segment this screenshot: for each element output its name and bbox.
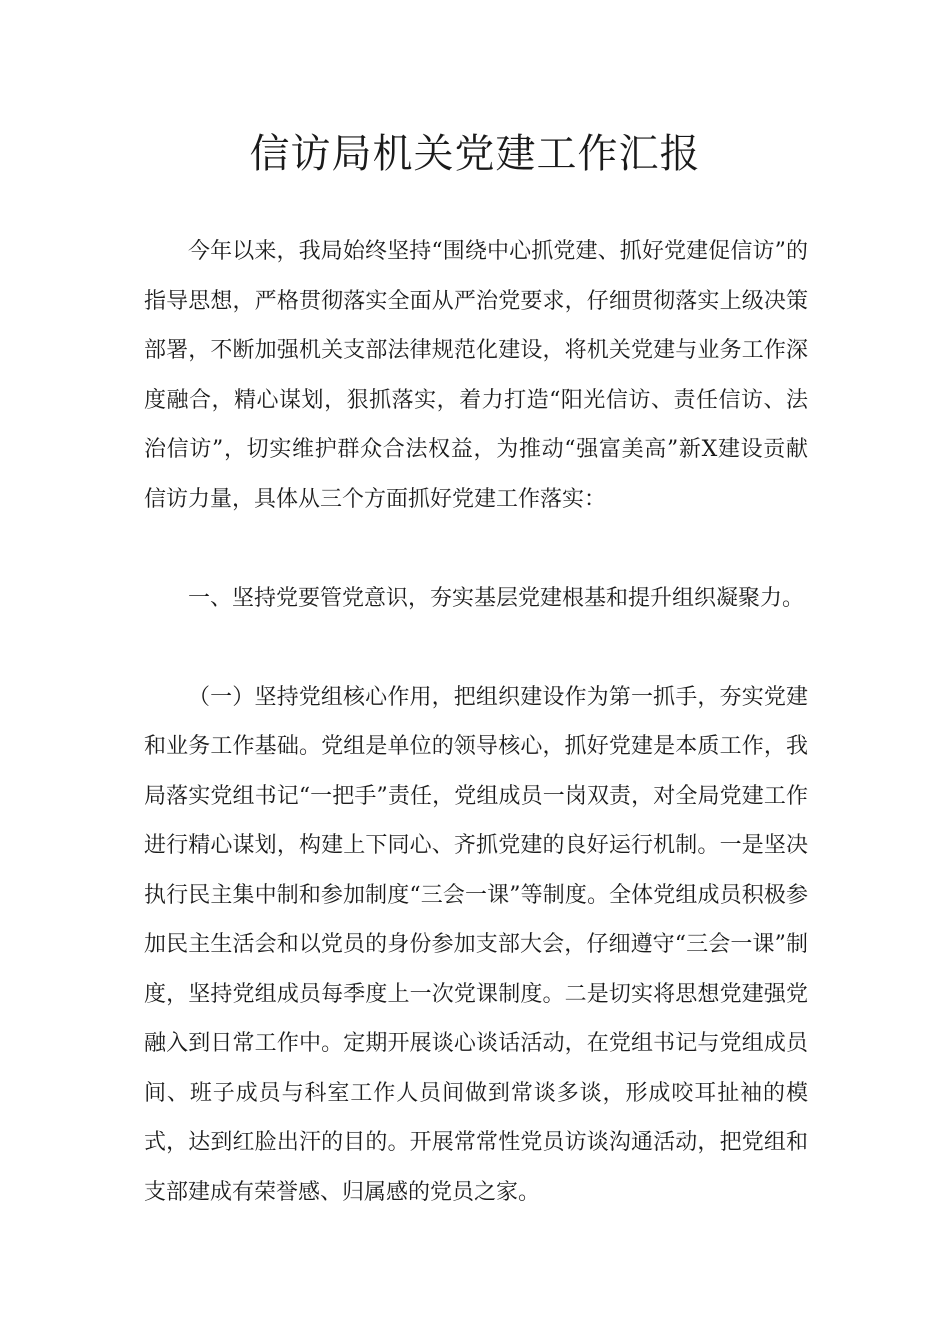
section-heading: 一、坚持党要管党意识，夯实基层党建根基和提升组织凝聚力。 bbox=[188, 585, 805, 611]
document-body bbox=[144, 227, 808, 1217]
intro-paragraph: 今年以来，我局始终坚持“围绕中心抓党建、抓好党建促信访”的指导思想，严格贯彻落实全面从严治党要求，仔细贯彻落实上级决策部署，不断加强机关支部法律规范化建设，将机关党建与业务工作深度融合，精心谋划，狠抓落实，着力打造“阳光信访、责任信访、法治信访”，切实维护群众合法权益，为推动“强富美高”新X建设贡献信访力量，具体从三个方面抓好党建工作落实： bbox=[144, 239, 808, 512]
subsection-paragraph: （一）坚持党组核心作用，把组织建设作为第一抓手，夯实党建和业务工作基础。党组是单位的领导核心，抓好党建是本质工作，我局落实党组书记“一把手”责任，党组成员一岗双责，对全局党建工作进行精心谋划，构建上下同心、齐抓党建的良好运行机制。一是坚决执行民主集中制和参加制度“三会一课”等制度。全体党组成员积极参加民主生活会和以党员的身份参加支部大会，仔细遵守“三会一课”制度，坚持党组成员每季度上一次党课制度。二是切实将思想党建强党融入到日常工作中。定期开展谈心谈话活动，在党组书记与党组成员间、班子成员与科室工作人员间做到常谈多谈，形成咬耳扯袖的模式，达到红脸出汗的目的。开展常常性党员访谈沟通活动，把党组和支部建成有荣誉感、归属感的党员之家。 bbox=[144, 684, 808, 1205]
document-title: 信访局机关党建工作汇报 bbox=[249, 131, 701, 177]
